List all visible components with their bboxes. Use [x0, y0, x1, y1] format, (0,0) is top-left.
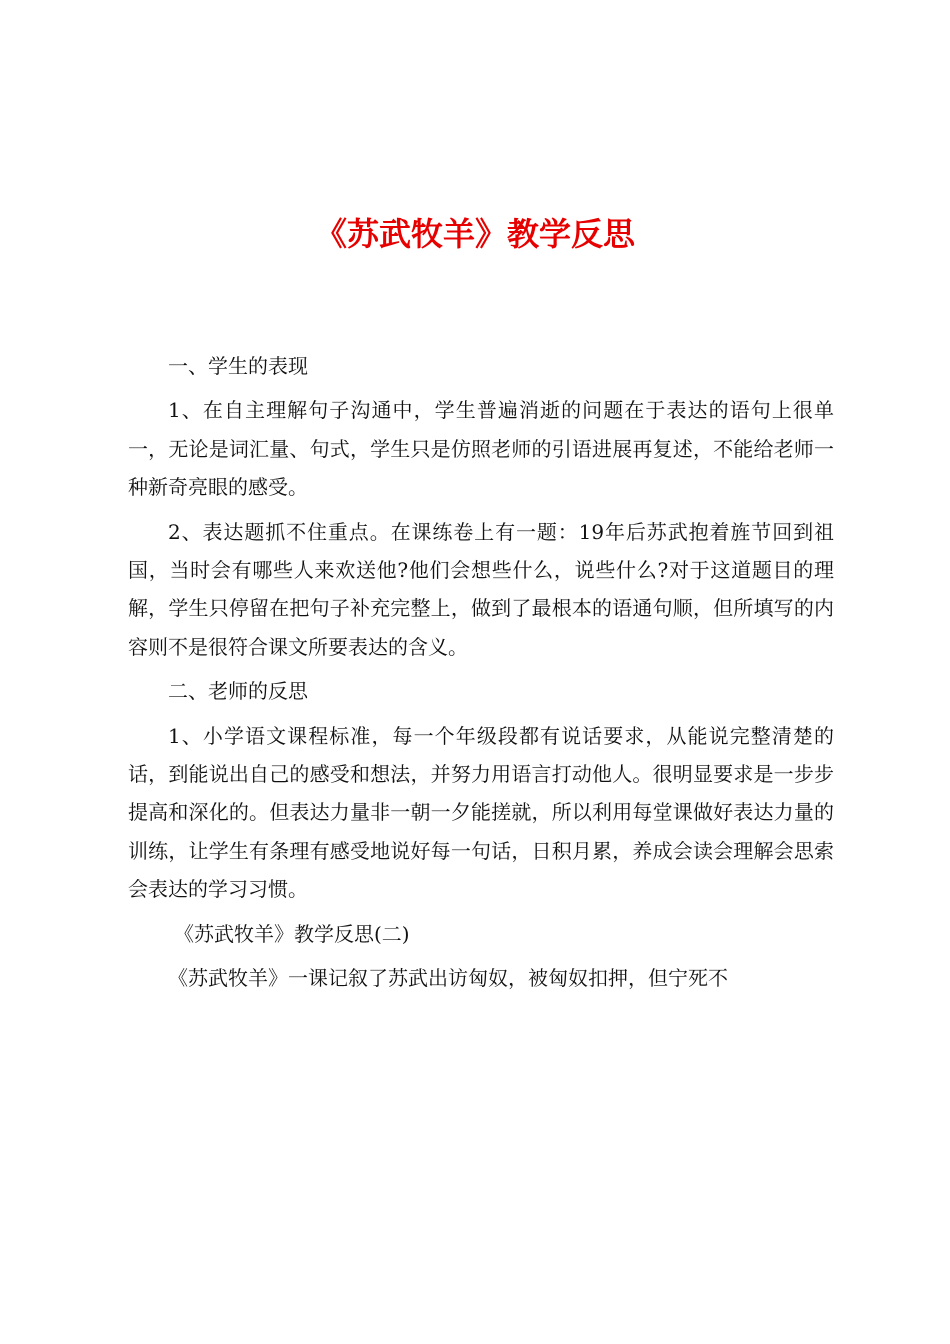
section-heading-student-performance: 一、学生的表现 [168, 354, 308, 378]
subtitle-reflection-two: 《苏武牧羊》教学反思(二) [174, 921, 410, 946]
paragraph-student-point-2: 2、表达题抓不住重点。在课练卷上有一题：19年后苏武抱着旌节回到祖国，当时会有哪些人来欢送他?他们会想些什么，说些什么?对于这道题目的理解，学生只停留在把句子补充完整上，做到了最根本的语通句顺，但所填写的内容则不是很符合课文所要表达的含义。 [128, 519, 834, 659]
section-heading-teacher-reflection: 二、老师的反思 [168, 679, 308, 704]
paragraph-student-point-1: 1、在自主理解句子沟通中，学生普遍消逝的问题在于表达的语句上很单一，无论是词汇量、句式，学生只是仿照老师的引语进展再复述，不能给老师一种新奇亮眼的感受。 [128, 398, 834, 500]
document-title: 《苏武牧羊》教学反思 [314, 215, 635, 253]
document-body [128, 347, 834, 1004]
paragraph-teacher-point-1: 1、小学语文课程标准，每一个年级段都有说话要求，从能说完整清楚的话，到能说出自己的感受和想法，并努力用语言打动他人。很明显要求是一步步提高和深化的。但表达力量非一朝一夕能搓就，所以利用每堂课做好表达力量的训练，让学生有条理有感受地说好每一句话，日积月累，养成会读会理解会思索会表达的学习习惯。 [128, 723, 834, 902]
paragraph-reflection-two-intro: 《苏武牧羊》一课记叙了苏武出访匈奴，被匈奴扣押，但宁死不 [168, 966, 728, 991]
